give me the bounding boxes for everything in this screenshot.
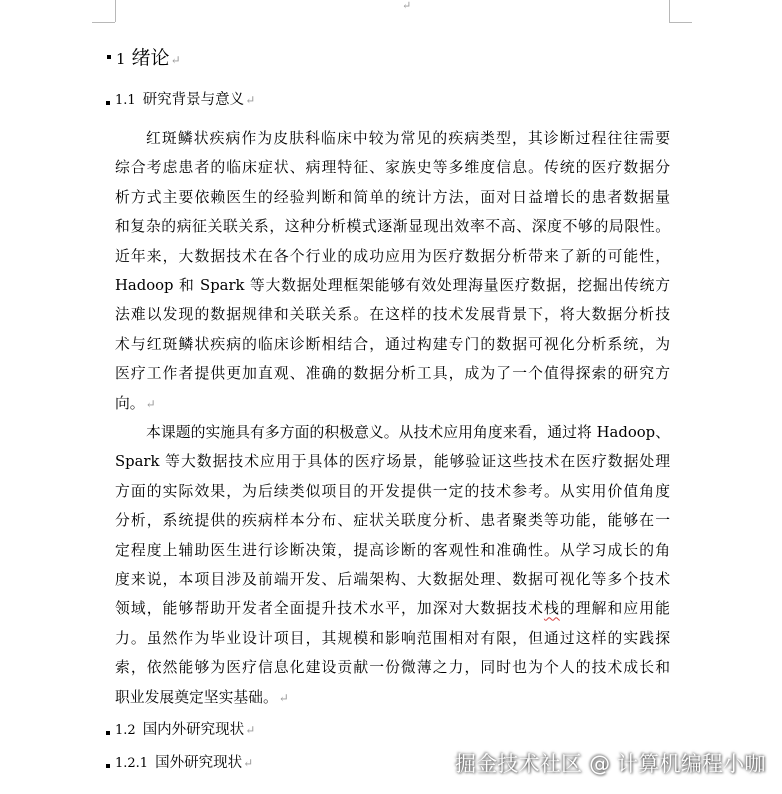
heading-1[interactable] [116,49,181,68]
text-line: 本课题的实施具有多方面的积极意义。从技术应用角度来看，通过将 Hadoop、 [146,424,670,441]
header-paragraph-mark: ↵ [402,0,412,12]
text-line: 红斑鳞状疾病作为皮肤科临床中较为常见的疾病类型，其诊断过程往往需要 [146,130,670,147]
heading-1-2-text: 国内外研究现状 [142,722,245,738]
crop-mark-left-horizontal [92,22,115,23]
text-line: 索，依然能够为医疗信息化建设贡献一份微薄之力，同时也为个人的技术成长和 [115,659,670,677]
heading-1-1-bullet [106,101,110,105]
text-line-last [115,389,670,418]
heading-1-1-text: 研究背景与意义 [142,92,245,108]
heading-1-number: 1 [116,50,126,68]
crop-mark-right-horizontal [669,22,692,23]
heading-1-2-1-text: 国外研究现状 [155,755,243,771]
heading-1-2-1-number: 1.2.1 [115,756,149,771]
text-line: 力。虽然作为毕业设计项目，其规模和影响范围相对有限，但通过这样的实践探 [115,629,670,647]
heading-1-1-number: 1.1 [115,93,136,108]
text-line: 度来说，本项目涉及前端开发、后端架构、大数据处理、数据可视化等多个技术 [115,570,670,588]
text-line: 分析，系统提供的疾病样本分布、症状关联度分析、患者聚类等功能，能够在一 [115,512,670,530]
text-line: 医疗工作者提供更加直观、准确的数据分析工具，成为了一个值得探索的研究方 [115,365,670,383]
paragraph-mark: ↵ [245,723,256,737]
watermark: 掘金技术社区 @ 计算机编程小咖 [455,752,766,776]
heading-1-1[interactable] [115,93,255,108]
text-line: 方面的实际效果，为后续类似项目的开发提供一定的技术参考。从实用价值角度 [115,482,670,500]
text-segment: 的理解和应用能 [559,600,670,618]
text-line-content: 职业发展奠定坚实基础。 [115,688,278,706]
text-line: 定程度上辅助医生进行诊断决策，提高诊断的客观性和准确性。从学习成长的角 [115,541,670,559]
text-line: 综合考虑患者的临床症状、病理特征、家族史等多维度信息。传统的医疗数据分 [115,159,670,177]
heading-1-text: 绪论 [131,47,170,69]
text-line: Hadoop 和 Spark 等大数据处理框架能够有效处理海量医疗数据，挖掘出传统方 [115,276,670,294]
text-line: 法难以发现的数据规律和关联关系。在这样的技术发展背景下，将大数据分析技 [115,306,670,324]
paragraph-mark: ↵ [170,53,181,67]
heading-1-bullet [107,55,111,59]
heading-1-2-bullet [106,731,110,735]
text-line: Spark 等大数据技术应用于具体的医疗场景，能够验证这些技术在医疗数据处理 [115,453,670,471]
paragraph-mark: ↵ [278,690,289,705]
paragraph-background[interactable] [115,124,670,418]
heading-1-2-number: 1.2 [115,723,136,738]
paragraph-mark: ↵ [243,756,254,770]
text-line: 析方式主要依赖医生的经验判断和简单的统计方法，面对日益增长的患者数据量 [115,188,670,206]
heading-1-2[interactable] [115,723,255,738]
text-line: 术与红斑鳞状疾病的临床诊断相结合，通过构建专门的数据可视化分析系统，为 [115,335,670,353]
paragraph-mark: ↵ [245,93,256,107]
spellcheck-flagged-word[interactable]: 栈 [543,600,560,618]
crop-mark-right-vertical [669,0,670,22]
text-line: 近年来，大数据技术在各个行业的成功应用为医疗数据分析带来了新的可能性， [115,247,670,265]
heading-1-2-1[interactable] [115,756,253,771]
text-segment: 领域，能够帮助开发者全面提升技术水平，加深对大数据技术 [115,600,544,618]
text-line [115,594,670,623]
text-line-last [115,683,670,712]
text-line-content: 向。 [115,394,145,412]
paragraph-significance[interactable] [115,418,670,712]
heading-1-2-1-bullet [106,764,110,768]
paragraph-mark: ↵ [145,396,156,411]
text-line: 和复杂的病征关联关系，这种分析模式逐渐显现出效率不高、深度不够的局限性。 [115,218,670,236]
crop-mark-left-vertical [115,0,116,22]
